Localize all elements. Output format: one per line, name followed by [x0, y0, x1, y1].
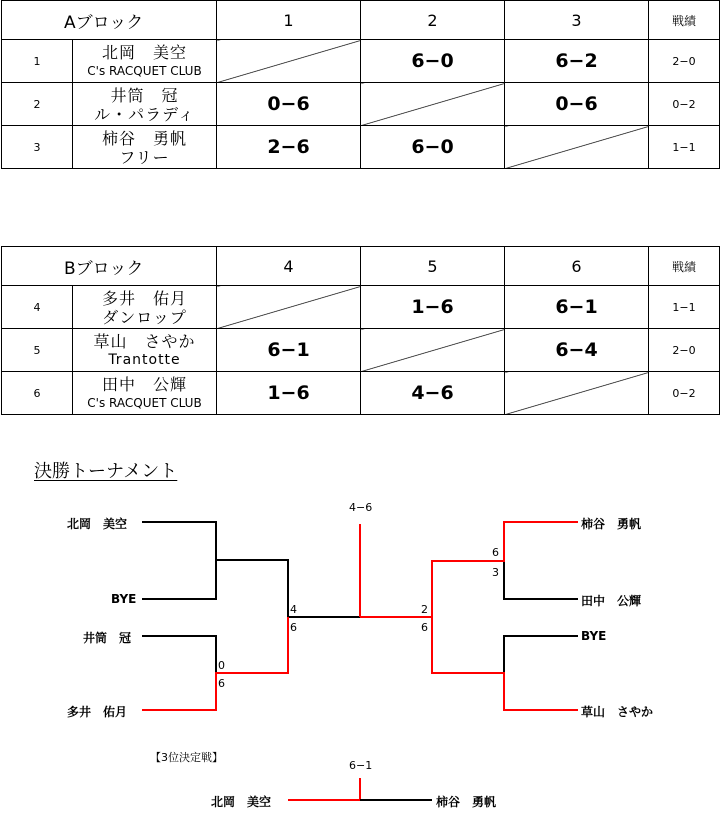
bracket-player: 田中 公輝 — [581, 594, 642, 608]
block-a-col-1: 1 — [217, 1, 361, 40]
score-cell: 6−0 — [361, 40, 505, 83]
bracket-player: 井筒 冠 — [83, 631, 132, 645]
bracket-line — [142, 636, 216, 673]
player-number: 6 — [2, 372, 73, 415]
player-club: C's RACQUET CLUB — [87, 395, 202, 410]
player-name: 井筒 冠 — [110, 85, 179, 105]
record-cell: 0−2 — [649, 372, 720, 415]
bracket-player: BYE — [581, 629, 607, 643]
third-place-player-right: 柿谷 勇帆 — [436, 795, 497, 809]
score-cell: 1−6 — [217, 372, 361, 415]
bracket-line — [142, 560, 288, 617]
player-name: 草山 さやか — [93, 331, 196, 351]
score-cell: 0−6 — [505, 83, 649, 126]
block-b-col-4: 4 — [217, 247, 361, 286]
block-a-label: Aブロック — [2, 1, 217, 40]
match-score: 4 — [290, 603, 297, 616]
final-score: 4−6 — [349, 501, 373, 514]
record-cell: 2−0 — [649, 40, 720, 83]
bracket-player: BYE — [111, 592, 137, 606]
third-place-title: 【3位決定戦】 — [150, 751, 223, 764]
score-cell: 6−2 — [505, 40, 649, 83]
bracket-player: 多井 佑月 — [67, 705, 128, 719]
match-score: 6 — [218, 677, 225, 690]
bracket-line — [504, 636, 578, 673]
bracket-player: 草山 さやか — [581, 705, 654, 719]
third-place-player-left: 北岡 美空 — [211, 795, 272, 809]
block-b-col-5: 5 — [361, 247, 505, 286]
bracket-line — [142, 522, 216, 560]
match-score: 6 — [421, 621, 428, 634]
block-a-col-2: 2 — [361, 1, 505, 40]
player-club: C's RACQUET CLUB — [87, 63, 202, 78]
score-cell: 6−1 — [505, 286, 649, 329]
player-number: 3 — [2, 126, 73, 169]
player-club: ダンロップ — [102, 307, 187, 327]
match-score: 6 — [492, 546, 499, 559]
score-cell: 0−6 — [217, 83, 361, 126]
player-number: 2 — [2, 83, 73, 126]
match-score: 2 — [421, 603, 428, 616]
block-b-col-6: 6 — [505, 247, 649, 286]
score-cell: 4−6 — [361, 372, 505, 415]
player-number: 4 — [2, 286, 73, 329]
player-club: フリー — [119, 147, 170, 167]
bracket-player: 北岡 美空 — [67, 517, 128, 531]
match-score: 6 — [290, 621, 297, 634]
final-tournament-title: 決勝トーナメント — [34, 461, 178, 482]
player-name: 北岡 美空 — [101, 42, 187, 62]
player-name: 多井 佑月 — [101, 288, 187, 308]
match-score: 0 — [218, 659, 225, 672]
record-cell: 1−1 — [649, 126, 720, 169]
score-cell: 6−0 — [361, 126, 505, 169]
player-number: 1 — [2, 40, 73, 83]
score-cell: 2−6 — [217, 126, 361, 169]
score-cell: 6−1 — [217, 329, 361, 372]
bracket-line — [504, 561, 578, 599]
record-cell: 0−2 — [649, 83, 720, 126]
player-club: ル・パラディ — [94, 104, 195, 124]
player-number: 5 — [2, 329, 73, 372]
score-cell: 6−4 — [505, 329, 649, 372]
block-a-record-header: 戦績 — [649, 1, 720, 40]
block-b-record-header: 戦績 — [649, 247, 720, 286]
player-name: 柿谷 勇帆 — [101, 128, 187, 148]
bracket-player: 柿谷 勇帆 — [581, 517, 642, 531]
record-cell: 2−0 — [649, 329, 720, 372]
third-place-score: 6−1 — [349, 759, 373, 772]
block-a-col-3: 3 — [505, 1, 649, 40]
player-club: Trantotte — [108, 351, 181, 368]
player-name: 田中 公輝 — [101, 374, 187, 394]
match-score: 3 — [492, 566, 499, 579]
score-cell: 1−6 — [361, 286, 505, 329]
block-b-label: Bブロック — [2, 247, 217, 286]
record-cell: 1−1 — [649, 286, 720, 329]
